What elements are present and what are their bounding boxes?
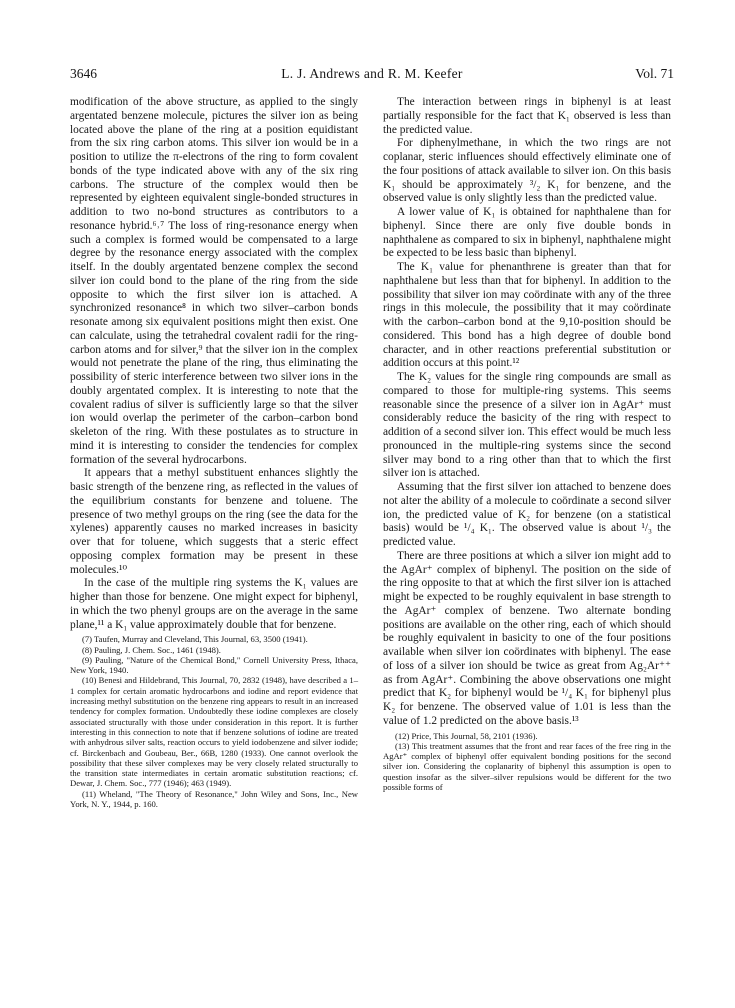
right-column xyxy=(383,96,671,792)
footnote-13: (13) This treatment assumes that the front and rear faces of the free ring in the AgAr⁺ complex of biphenyl offer equivalent bonding positions for the second silver ion. Considering the coplanarity of biphenyl this assumption is open to question insofar as the silver–silver repulsions would be different for the two possible forms of xyxy=(383,740,671,792)
right-paragraph-6: Assuming that the first silver ion attached to benzene does not alter the ability of a molecule to coördinate a second silver ion, the predicted value of K₂ for benzene (on a statistical basis) would be ¹/₄ K₁. The observed value is about ¹/₃ the predicted value. xyxy=(383,481,671,548)
footnote-11: (11) Wheland, "The Theory of Resonance," John Wiley and Sons, Inc., New York, N. Y., 1944, p. 160. xyxy=(70,788,358,809)
right-paragraph-5: The K₂ values for the single ring compounds are small as compared to those for multiple-ring systems. This seems reasonable since the presence of a silver ion in AgAr⁺ must considerably reduce the basicity of the ring with respect to addition of a second silver ion. This effect would be much less pronounced in the multiple-ring systems since the second silver may bond to a ring other than that to which the first silver ion is attached. xyxy=(383,371,671,480)
footnote-7: (7) Taufen, Murray and Cleveland, This Journal, 63, 3500 (1941). xyxy=(82,634,308,645)
page-number: 3646 xyxy=(70,66,97,81)
running-title-authors: L. J. Andrews and R. M. Keefer xyxy=(281,66,463,81)
volume-label: Vol. 71 xyxy=(635,66,674,81)
left-footnotes xyxy=(70,634,358,809)
left-paragraph-3: In the case of the multiple ring systems the K₁ values are higher than those for benzene. One might expect for biphenyl, in which the two phenyl groups are on the average in the same plane,¹¹ a K₁ value approximately double that for benzene. xyxy=(70,577,358,631)
footnote-8: (8) Pauling, J. Chem. Soc., 1461 (1948). xyxy=(82,644,221,655)
left-paragraph-1: modification of the above structure, as applied to the singly argentated benzene molecule, pictures the silver ion as being located above the plane of the ring at a position equidistant from the six ring carbon atoms. This silver ion would be in a position to utilize the π-electrons of the ring to form covalent bonds of the type indicated above with any of the six ring carbons. The structure of the complex would then be represented by eighteen equivalent single-bonded structures in addition to two no-bond structures as contributors to a resonance hybrid.⁶˒⁷ The loss of ring-resonance energy when such a complex is formed would be compensated to a large degree by the resonance energy associated with the complex itself. In the doubly argentated benzene complex the second silver ion could bond to the plane of the ring from the side opposite to which the first silver ion is attached. A synchronized resonance⁸ in which two silver–carbon bonds resonate among six equivalent positions might then exist. One can calculate, using the tetrahedral covalent radii for the ring-carbon atoms and for silver,⁹ that the silver ion in the complex would not penetrate the plane of the ring, thus eliminating the possibility of steric interference between two silver ions in the doubly argentated complex. It is interesting to note that the covalent radius of silver is sufficiently large so that the silver ion would overlap the perimeter of the carbon–carbon bond skeleton of the ring. With these postulates as to structure in mind it is interesting to consider the tendencies for complex formation of the several hydrocarbons. xyxy=(70,96,358,466)
right-paragraph-3: A lower value of K₁ is obtained for naphthalene than for biphenyl. Since there are only five double bonds in naphthalene as compared to six in biphenyl, naphthalene might be expected to be less basic than biphenyl. xyxy=(383,206,671,260)
right-paragraph-2: For diphenylmethane, in which the two rings are not coplanar, steric influences should effectively eliminate one of the four positions of attack available to silver ion. On this basis K₁ should be approximately ³/₂ K₁ for benzene, and the observed value is only slightly less than the predicted value. xyxy=(383,137,671,205)
footnote-9: (9) Pauling, "Nature of the Chemical Bond," Cornell University Press, Ithaca, New York, 1940. xyxy=(70,654,358,676)
left-paragraph-2: It appears that a methyl substituent enhances slightly the basic strength of the benzene ring, as reflected in the values of the equilibrium constants for benzene and toluene. The presence of two methyl groups on the ring (see the data for the xylenes) apparently causes no marked increases in basicity over that for toluene, which suggests that a steric effect opposing complex formation may be present in these molecules.¹⁰ xyxy=(70,467,358,576)
right-paragraph-7: There are three positions at which a silver ion might add to the AgAr⁺ complex of biphenyl. The position on the side of the ring opposite to that at which the first silver ion is attached might be expected to be roughly equivalent in base strength to the AgAr⁺ complex of benzene. Two alternate bonding positions are available on the other ring, each of which should be roughly equivalent in basicity to one of the four positions available when silver ion coördinates with biphenyl. The ease of loss of a silver ion should be twice as great from Ag₂Ar⁺⁺ as from AgAr⁺. Combining the above observations one might predict that K₂ for biphenyl would be ¹/₄ K₁ for biphenyl plus K₂ for benzene. The observed value of 1.01 is less than the value of 1.2 predicted on the above basis.¹³ xyxy=(383,549,671,727)
right-paragraph-4: The K₁ value for phenanthrene is greater than that for naphthalene but less than that for biphenyl. In addition to the possibility that silver ion may coördinate with any of the three rings in this molecule, the possibility that it may coördinate with the carbon–carbon bond at the 9,10-position should be considered. This bond has a high degree of double bond character, and in other reactions preferential substitution or addition occurs at this point.¹² xyxy=(383,261,671,370)
footnote-12: (12) Price, This Journal, 58, 2101 (1936). xyxy=(395,730,538,741)
right-footnotes xyxy=(383,731,671,793)
right-paragraph-1: The interaction between rings in biphenyl is at least partially responsible for the fact that K₁ observed is less than the predicted value. xyxy=(383,96,671,136)
footnote-10: (10) Benesi and Hildebrand, This Journal, 70, 2832 (1948), have described a 1–1 complex for certain aromatic hydrocarbons and iodine and report evidence that increasing methyl substitution on the benzene ring appears to result in an increased tendency for complex formation. Undoubtedly these iodine complexes are closely associated structurally with those under consideration in this report. It is further interesting in this connection to note that if benzene solutions of iodine are treated with anhydrous silver salts, reaction occurs to yield iodobenzene and silver iodide; cf. Birckenbach and Goubeau, Ber., 66B, 1280 (1933). One cannot overlook the possibility that these silver complexes may be very closely related structurally to the transition state intermediates in certain aromatic substitution reactions; cf. Dewar, J. Chem. Soc., 777 (1946); 463 (1949). xyxy=(70,675,358,789)
page-header xyxy=(70,66,674,84)
left-column xyxy=(70,96,358,809)
